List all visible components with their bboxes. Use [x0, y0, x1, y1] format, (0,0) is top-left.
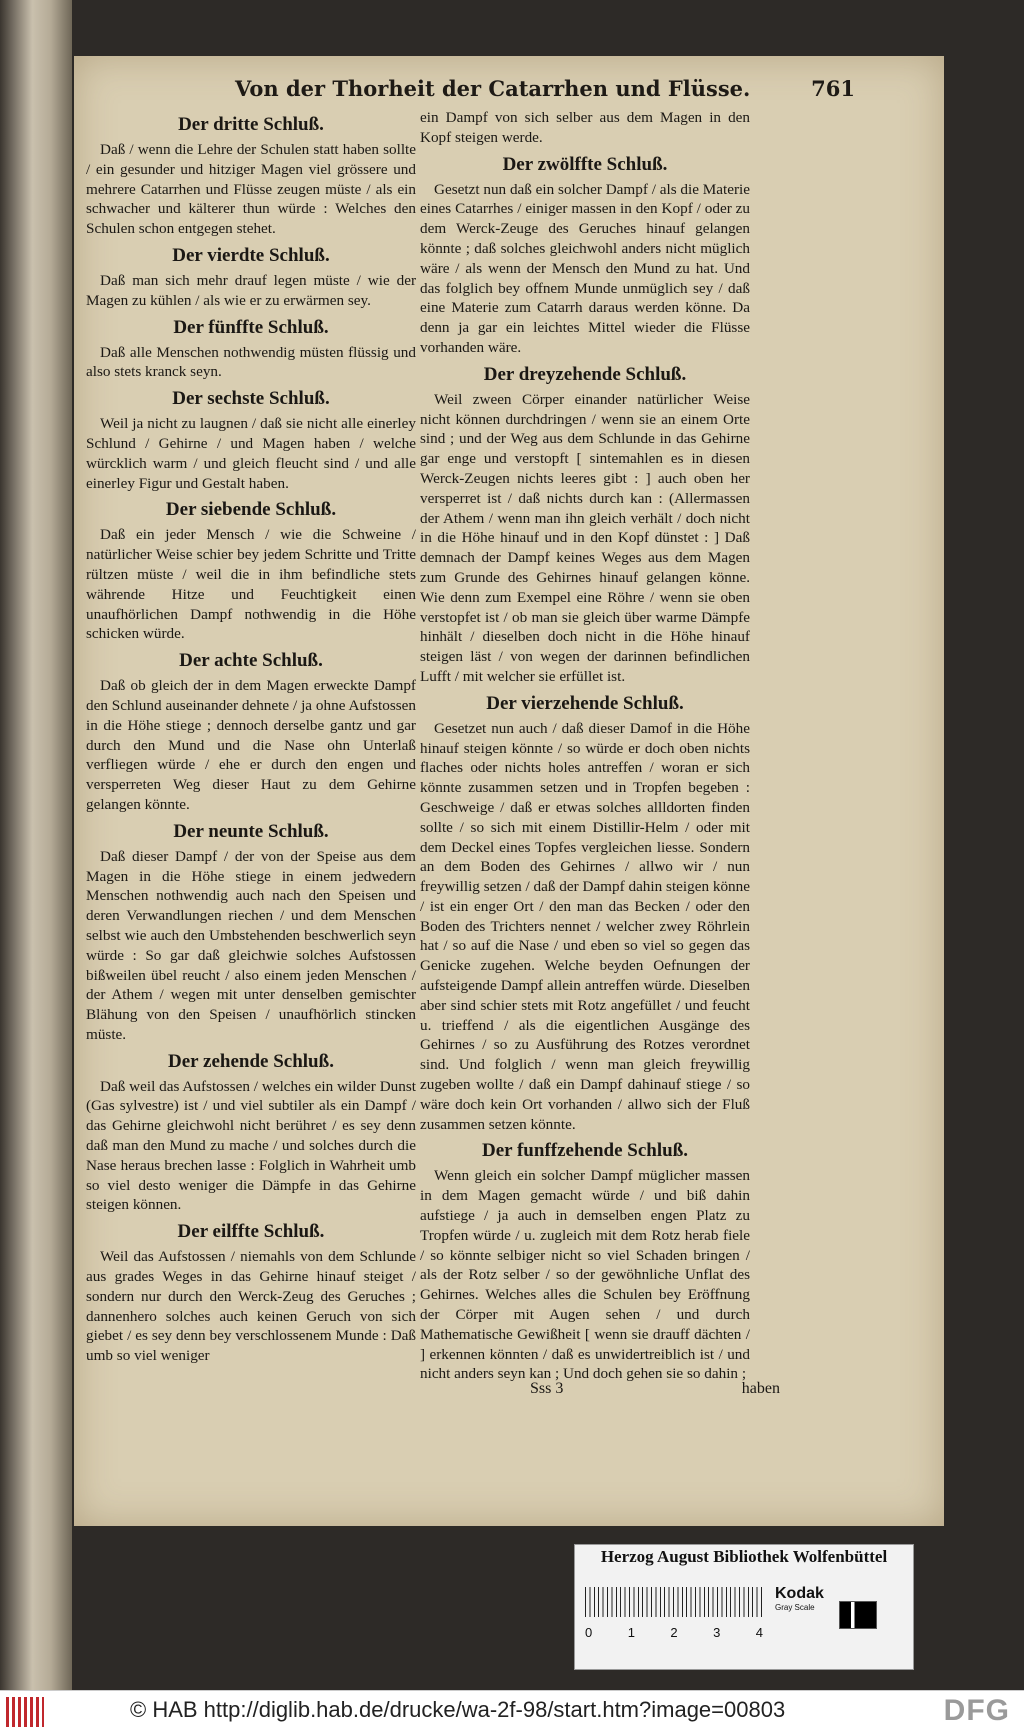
section [86, 386, 416, 493]
section-heading: Der siebende Schluß. [165, 499, 337, 521]
section-text: Weil ja nicht zu laugnen / daß sie nicht alle einerley Schlund / Gehirne / und Magen haben / welche würcklich warm / und gleich fleucht sind / und alle einerley Figur und Gestalt haben. [86, 415, 416, 492]
gray-swatch [839, 1601, 877, 1629]
section [420, 362, 750, 687]
hab-logo-icon [6, 1697, 44, 1727]
section-heading: Der vierzehende Schluß. [486, 692, 684, 714]
ruler-tick: 4 [755, 1625, 763, 1640]
section-heading: Der sechste Schluß. [172, 388, 330, 410]
book-binding-edge [0, 0, 72, 1690]
section-heading: Der eilffte Schluß. [177, 1221, 325, 1243]
section [86, 819, 416, 1045]
section-text: Daß / wenn die Lehre der Schulen statt haben sollte / ein gesunder und hitziger Magen viel grössere und mehrere Catarrhen und Flüsse zeugen müste / als ein schwacher und kälterer thun würde : Welches den Schulen schon entgegen stehet. [86, 141, 416, 238]
gray-scale-label: Gray Scale [775, 1603, 815, 1612]
section [86, 243, 416, 311]
ruler-tick: 0 [585, 1625, 593, 1640]
footer-bar [0, 1690, 1024, 1733]
section-text: Daß man sich mehr drauf legen müste / wie der Magen zu kühlen / als wie er zu erwärmen sey. [86, 271, 416, 309]
dfg-logo: DFG [943, 1694, 1010, 1727]
section-heading: Der vierdte Schluß. [172, 244, 330, 266]
ruler-ticks [585, 1625, 763, 1640]
section [420, 1138, 750, 1384]
section-text: Gesetzet nun auch / daß dieser Damof in die Höhe hinauf steigen könnte / so würde er doch oben nichts flaches oder nichts holes antreffen / woran er sich könnte zusammen setzen und in Tropfen begeben : Geschweige / daß er etwas solches allldorten finden sollte / so sich mit einem Distillir-Helm / oder mit dem Deckel eines Topfes vergleichen liesse. Sondern an dem Boden des Gehirnes / allwo wir / nun freywillig setzen / daß der Dampf dahin steigen könne / ist ein enger Ort / den man das Becken / oder den Boden des Trichters nennet / welcher zwey Röhrlein hat / so auf die Nase / und eben so viel so gegen das Genicke zugehen. Welche beyden Oefnungen der aufsteigende Dampf allein antreffen würde. Dieselben aber sind schier stets mit Rotz angefüllet / und feucht u. trieffend / als die eigentlichen Ausgänge des Gehirnes / so zu Ausführung des Rotzes verordnet sind. Und folglich / wenn man gleich freywillig zugeben wollte / daß ein Dampf dahinauf stiege / so wäre doch kein Ort vorhanden / allwo sich der Fluß zusammen setzen könnte. [420, 719, 750, 1133]
section-text: Daß dieser Dampf / der von der Speise aus dem Magen in die Höhe stiege in einem jedwedern Menschen nothwendig auch nach den Speisen und deren Verwandlungen riechen / und dem Menschen selbst wie auch den Umbstehenden beschwerlich seyn würde : So gar daß gleichwie solches Aufstossen bißweilen übel reucht / also einem jeden Menschen / der Athem / wegen mit unter denselben gemischter Blähung von den Speisen / unaufhörlich stincken müste. [86, 847, 416, 1043]
section-heading: Der zehende Schluß. [168, 1050, 334, 1072]
section-text: Weil zween Cörper einander natürlicher Weise nicht können durchdringen / wenn sie an einem Orte sind ; und der Weg aus dem Schlunde in das Gehirne gar enge und verstopft [ sintemahlen es in diesen Werck-Zeugen nichts leeres gibt : ] auch oben her versperret ist / daß nichts durch kan : (Allermassen der Athem / wenn man ihn gleich verhält / doch nicht in die Höhe hinauf und in den Kopf dünstet : ] Daß demnach der Dampf keines Weges aus dem Magen zum Grunde des Gehirnes hinauf gelangen könne. Wie denn zum Exempel eine Röhre / wenn sie oben verstopfet ist / ob man sie gleich über warme Dämpfe hinhält / dieselben doch nicht in die Höhe hinauf steigen läst / von wegen der darinnen befindlichen Lufft / mit welcher sie erfüllet ist. [420, 390, 750, 685]
section [86, 497, 416, 644]
section [86, 1049, 416, 1216]
ruler-tick: 3 [713, 1625, 721, 1640]
section [86, 315, 416, 383]
section-text: Daß weil das Aufstossen / welches ein wilder Dunst (Gas sylvestre) ist / und viel subtiler als ein Dampf / das Gehirne gleichwohl nicht berühret / es sey denn daß man den Mund zu mache / und solches durch die Nase heraus brechen lasse : Folglich in Wahrheit umb so viel desto weniger die Dämpfe in das Gehirne steigen können. [86, 1077, 416, 1214]
ruler-tick: 2 [670, 1625, 678, 1640]
left-column [86, 108, 416, 1368]
section-text: Weil das Aufstossen / niemahls von dem Schlunde aus grades Weges in das Gehirne hinauf steiget / sondern nur durch den Werck-Zeug des Geruches ; dannenhero solches auch keinen Geruch von sich giebet / es sey denn bey verschlossenem Munde : Daß umb so viel weniger [86, 1248, 416, 1365]
kodak-brand: Kodak [775, 1585, 824, 1602]
right-column [420, 108, 750, 1386]
section-heading: Der neunte Schluß. [173, 820, 329, 842]
library-label: Herzog August Bibliothek Wolfenbüttel [600, 1547, 888, 1566]
copyright-link[interactable]: © HAB http://diglib.hab.de/drucke/wa-2f-98/start.htm?image=00803 [130, 1697, 786, 1722]
section-text: ein Dampf von sich selber aus dem Magen in den Kopf steigen werde. [420, 109, 750, 146]
section [420, 691, 750, 1135]
section [86, 112, 416, 239]
section-text: Daß alle Menschen nothwendig müsten flüssig und also stets kranck seyn. [86, 343, 416, 381]
section-text: Gesetzt nun daß ein solcher Dampf / als die Materie eines Catarrhes / einiger massen in den Kopf / oder zu dem Werck-Zeuge des Geruches hinauf gelangen könnte ; daß solches gleichwohl anders nicht müglich wäre / als wenn der Mensch den Mund zu hat. Und das folglich bey offnem Munde unmüglich sey / daß eine Materie zum Catarrh daraus werden könne. Da denn ja gar ein leichtes Mittel wieder die Flüsse vorhanden wäre. [420, 180, 750, 356]
section-text: Daß ein jeder Mensch / wie die Schweine / natürlicher Weise schier bey jedem Schritte und Tritte rültzen müste / weil die in ihm befindliche stets währende Hitze und Feuchtigkeit einen unaufhörlichen Dampf nothwendig in die Höhe schicken würde. [86, 526, 416, 643]
catchword: haben [741, 1380, 780, 1397]
section-heading: Der fünffte Schluß. [173, 316, 329, 338]
section-heading: Der funffzehende Schluß. [481, 1140, 689, 1162]
color-calibration-target [574, 1544, 914, 1670]
section [420, 108, 750, 148]
ruler-tick: 1 [627, 1625, 635, 1640]
section-heading: Der zwölffte Schluß. [502, 153, 668, 175]
section-text: Daß ob gleich der in dem Magen erweckte Dampf den Schlund auseinander dehnete / ja ohne Aufstossen in die Höhe stiege ; dennoch derselbe gantz und gar durch den Mund und die Nase ohn Unterlaß verfliegen würde / ehe er durch den engen und versperreten Weg dieser Haut zu dem Gehirne gelangen könnte. [86, 677, 416, 813]
section [420, 152, 750, 358]
section-text: Wenn gleich ein solcher Dampf müglicher massen in dem Magen gemacht würde / und biß dahin aufstiege / ja auch in demselben engen Platz zu Tropfen würde / u. zugleich mit dem Rotz herab fiele / so könnte selbiger nicht so viel Schaden bringen / als der Rotz selber / so der gewöhnliche Unflat des Gehirnes. Welches alles die Schulen bey Eröffnung der Cörper mit Augen sehen / und durch Mathematische Gewißheit [ wenn sie drauff dächten / ] erkennen könnten / daß es unwidertreiblich ist / und nicht anders seyn kan ; Und doch gehen sie so dahin ; [420, 1167, 750, 1383]
page-header [235, 76, 855, 110]
section-heading: Der dreyzehende Schluß. [483, 363, 687, 385]
section-heading: Der dritte Schluß. [178, 114, 324, 135]
signature-mark: Sss 3 [530, 1380, 564, 1397]
section [86, 1219, 416, 1366]
running-head: Von der Thorheit der Catarrhen und Flüsse. [235, 76, 751, 101]
section [86, 648, 416, 815]
section-heading: Der achte Schluß. [179, 650, 323, 672]
scale-ruler [585, 1587, 763, 1617]
folio-number: 761 [811, 76, 855, 101]
